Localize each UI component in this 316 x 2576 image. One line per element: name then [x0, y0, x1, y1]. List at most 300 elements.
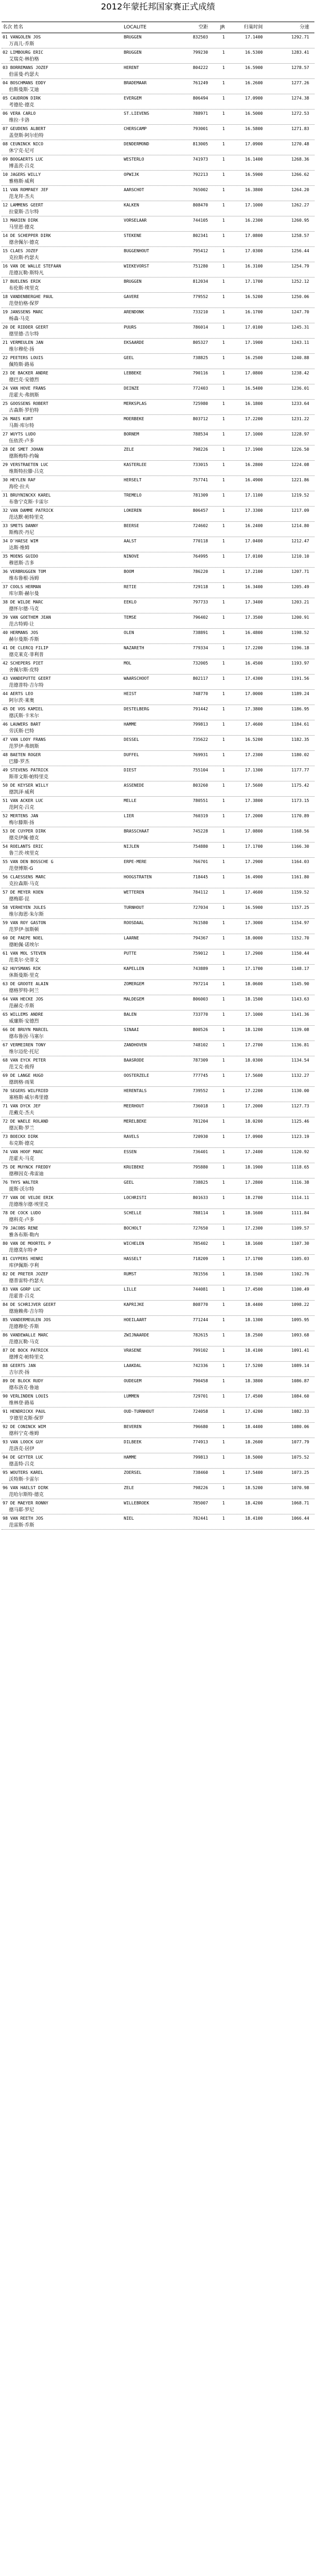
- row-jr: 1: [222, 218, 225, 223]
- row-locality: EEKLO: [124, 600, 137, 605]
- row-distance: 781309: [193, 493, 208, 498]
- row-jr: 1: [222, 1501, 225, 1505]
- table-row: [2, 308, 314, 323]
- row-locality: LUMMEN: [124, 1394, 139, 1399]
- row-distance: 787309: [193, 1058, 208, 1063]
- row-arrival: 16.2300: [245, 218, 263, 223]
- row-chinese-name: 范阿克·吕克: [9, 805, 34, 810]
- row-name: DE BOCK PATRICK: [10, 1348, 48, 1353]
- row-jr: 1: [222, 1455, 225, 1460]
- table-row: [2, 1056, 314, 1072]
- row-distance: 799813: [193, 722, 208, 727]
- table-row: [2, 583, 314, 598]
- row-jr: 1: [222, 1134, 225, 1139]
- row-arrival: 18.1600: [245, 1211, 263, 1215]
- row-locality: HERSELT: [124, 478, 142, 482]
- row-jr: 1: [222, 111, 225, 116]
- row-locality: BORNEM: [124, 432, 139, 437]
- row-rank: 26: [3, 417, 8, 421]
- table-row: [2, 1316, 314, 1331]
- row-chinese-name: 范登伯格·保罗: [9, 301, 39, 306]
- row-locality: ZELE: [124, 1485, 134, 1490]
- row-arrival: 18.3800: [245, 1379, 263, 1383]
- table-row: [2, 461, 314, 476]
- table-row: [2, 400, 314, 415]
- row-chinese-name: 布伦斯·埃里克: [9, 286, 39, 291]
- row-rank: 59: [3, 920, 8, 925]
- row-distance: 806494: [193, 96, 208, 101]
- row-name: VERSTRAETEN LUC: [10, 462, 48, 467]
- row-distance: 729118: [193, 584, 208, 589]
- row-chinese-name: 德巴克·安德烈: [9, 378, 39, 383]
- table-row: [2, 430, 314, 445]
- row-rank: 81: [3, 1256, 8, 1261]
- row-speed: 1252.12: [291, 279, 309, 284]
- row-rank: 41: [3, 646, 8, 650]
- row-arrival: 17.2800: [245, 1180, 263, 1185]
- row-name: HERMANS JOS: [10, 630, 38, 635]
- row-chinese-name: 范达默·帕特里克: [9, 515, 44, 520]
- row-speed: 1136.81: [291, 1043, 309, 1047]
- row-rank: 08: [3, 142, 8, 146]
- row-locality: WESTERLO: [124, 157, 144, 162]
- row-locality: NAZARETH: [124, 646, 144, 650]
- row-speed: 1254.79: [291, 264, 309, 269]
- row-arrival: 18.4100: [245, 1516, 263, 1521]
- row-arrival: 17.5400: [245, 1470, 263, 1475]
- row-rank: 76: [3, 1180, 8, 1185]
- row-distance: 796680: [193, 1424, 208, 1429]
- row-speed: 1231.22: [291, 417, 309, 421]
- row-rank: 74: [3, 1150, 8, 1154]
- row-rank: 62: [3, 966, 8, 971]
- row-rank: 46: [3, 722, 8, 727]
- row-jr: 1: [222, 50, 225, 55]
- table-row: [2, 323, 314, 339]
- row-distance: 725980: [193, 401, 208, 406]
- row-jr: 1: [222, 997, 225, 1002]
- row-chinese-name: 赫尔曼斯·乔斯: [9, 637, 39, 642]
- row-rank: 57: [3, 890, 8, 895]
- row-name: THYS WALTER: [10, 1180, 38, 1185]
- row-speed: 1186.95: [291, 707, 309, 711]
- row-arrival: 18.5000: [245, 1455, 263, 1460]
- row-jr: 1: [222, 1287, 225, 1292]
- row-rank: 61: [3, 951, 8, 956]
- row-chinese-name: 德朗格·雨果: [9, 1080, 34, 1085]
- row-chinese-name: 雅格斯·威利: [9, 179, 34, 184]
- row-name: VANDEWALLE MARC: [10, 1333, 48, 1337]
- row-name: HEYLEN RAF: [10, 478, 36, 482]
- row-chinese-name: 德舍佩尔·德克: [9, 240, 39, 245]
- row-speed: 1191.56: [291, 676, 309, 681]
- row-arrival: 17.5600: [245, 783, 263, 788]
- table-row: [2, 155, 314, 171]
- row-distance: 735622: [193, 737, 208, 742]
- row-locality: ERPE-MERE: [124, 859, 147, 864]
- table-row: [2, 232, 314, 247]
- row-rank: 77: [3, 1195, 8, 1200]
- row-distance: 744105: [193, 218, 208, 223]
- row-jr: 1: [222, 661, 225, 666]
- row-locality: NIEL: [124, 1516, 134, 1521]
- row-locality: BRUGGEN: [124, 35, 142, 39]
- row-locality: RAVELS: [124, 1134, 139, 1139]
- row-jr: 1: [222, 310, 225, 314]
- row-chinese-name: 范洛克·居伊: [9, 1446, 34, 1452]
- row-locality: VRASENE: [124, 1348, 142, 1353]
- row-rank: 48: [3, 752, 8, 757]
- row-name: VAN GOETHEM JEAN: [10, 615, 51, 620]
- row-locality: WAARSCHOOT: [124, 676, 150, 681]
- table-row: [2, 1102, 314, 1117]
- row-name: DE SCHRIJVER GEERT: [10, 1302, 56, 1307]
- row-jr: 1: [222, 569, 225, 574]
- row-arrival: 17.1700: [245, 1256, 263, 1261]
- row-jr: 1: [222, 875, 225, 879]
- row-speed: 1157.25: [291, 905, 309, 910]
- row-speed: 1278.57: [291, 65, 309, 70]
- row-arrival: 18.2500: [245, 1333, 263, 1337]
- row-arrival: 17.3300: [245, 508, 263, 513]
- row-speed: 1107.30: [291, 1241, 309, 1246]
- row-chinese-name: 伯雷曼·约瑟夫: [9, 72, 39, 77]
- row-chinese-name: 范霍夫·弗朗斯: [9, 393, 39, 398]
- row-locality: ZOERSEL: [124, 1470, 142, 1475]
- row-speed: 1228.97: [291, 432, 309, 437]
- row-locality: HEIST: [124, 691, 137, 696]
- row-name: VAN ROY GASTON: [10, 920, 46, 925]
- table-row: [2, 1072, 314, 1087]
- row-jr: 1: [222, 1363, 225, 1368]
- table-row: [2, 705, 314, 720]
- row-arrival: 16.1700: [245, 310, 263, 314]
- row-name: MOENS GUIDO: [10, 554, 38, 559]
- row-name: VAN GORP LUC: [10, 1287, 41, 1292]
- row-rank: 03: [3, 65, 8, 70]
- row-name: DE PAEPE NOEL: [10, 936, 44, 940]
- row-jr: 1: [222, 844, 225, 849]
- row-jr: 1: [222, 539, 225, 543]
- row-speed: 1111.84: [291, 1211, 309, 1215]
- row-name: LAMMENS GEERT: [10, 203, 44, 207]
- table-row: [2, 827, 314, 843]
- table-row: [2, 1209, 314, 1224]
- row-speed: 1118.65: [291, 1165, 309, 1170]
- row-rank: 32: [3, 508, 8, 513]
- row-jr: 1: [222, 432, 225, 437]
- row-arrival: 17.1700: [245, 279, 263, 284]
- row-distance: 727034: [193, 905, 208, 910]
- row-name: VAN HECKE JOS: [10, 997, 44, 1002]
- row-arrival: 17.2100: [245, 569, 263, 574]
- row-rank: 84: [3, 1302, 8, 1307]
- row-rank: 75: [3, 1165, 8, 1170]
- row-locality: ASSENEDE: [124, 783, 144, 788]
- row-jr: 1: [222, 982, 225, 986]
- row-chinese-name: 维布鲁根·汤姆: [9, 576, 39, 581]
- row-jr: 1: [222, 890, 225, 895]
- table-row: [2, 568, 314, 583]
- row-locality: MALDEGEM: [124, 997, 144, 1002]
- row-arrival: 17.1300: [245, 768, 263, 772]
- row-rank: 92: [3, 1424, 8, 1429]
- row-distance: 738825: [193, 355, 208, 360]
- row-chinese-name: 库尔斯·赫尔曼: [9, 591, 39, 597]
- row-name: VAN LOOCK GUY: [10, 1440, 44, 1444]
- row-jr: 1: [222, 1333, 225, 1337]
- row-arrival: 17.4600: [245, 890, 263, 895]
- row-speed: 1270.48: [291, 142, 309, 146]
- row-chinese-name: 德穆因克·弗雷迪: [9, 1172, 44, 1177]
- row-distance: 808770: [193, 1302, 208, 1307]
- row-jr: 1: [222, 1516, 225, 1521]
- row-distance: 788534: [193, 432, 208, 437]
- row-locality: KALKEN: [124, 203, 139, 207]
- row-jr: 1: [222, 1195, 225, 1200]
- row-arrival: 17.3500: [245, 615, 263, 620]
- row-chinese-name: 斯蒂文斯·帕特里克: [9, 775, 48, 780]
- row-arrival: 17.0100: [245, 325, 263, 330]
- row-speed: 1143.63: [291, 997, 309, 1002]
- row-chinese-name: 德斯梅特·约翰: [9, 454, 39, 459]
- row-jr: 1: [222, 554, 225, 559]
- row-distance: 724602: [193, 523, 208, 528]
- row-rank: 88: [3, 1363, 8, 1368]
- row-distance: 745228: [193, 829, 208, 834]
- row-locality: DUFFEL: [124, 752, 139, 757]
- row-rank: 19: [3, 310, 8, 314]
- table-row: [2, 873, 314, 888]
- row-chinese-name: 德马耶·罗尼: [9, 1508, 34, 1513]
- table-row: [2, 751, 314, 766]
- row-name: VAN DE WALLE STEFAAN: [10, 264, 61, 269]
- row-jr: 1: [222, 691, 225, 696]
- row-chinese-name: 范霍普·吕克: [9, 1294, 34, 1299]
- row-distance: 770118: [193, 539, 208, 543]
- row-speed: 1080.06: [291, 1424, 309, 1429]
- row-rank: 16: [3, 264, 8, 269]
- row-name: WOUTERS KAREL: [10, 1470, 44, 1475]
- row-chinese-name: 德里德·吉尔特: [9, 332, 39, 337]
- row-speed: 1247.70: [291, 310, 309, 314]
- row-chinese-name: 万高儿·乔斯: [9, 42, 34, 47]
- row-arrival: 17.1700: [245, 966, 263, 971]
- row-jr: 1: [222, 417, 225, 421]
- row-rank: 47: [3, 737, 8, 742]
- row-jr: 1: [222, 1027, 225, 1032]
- row-arrival: 17.2900: [245, 951, 263, 956]
- row-rank: 27: [3, 432, 8, 437]
- table-row: [2, 186, 314, 201]
- row-rank: 43: [3, 676, 8, 681]
- row-speed: 1205.49: [291, 584, 309, 589]
- table-row: [2, 1163, 314, 1178]
- row-name: PEETERS LOUIS: [10, 355, 44, 360]
- row-rank: 25: [3, 401, 8, 406]
- table-row: [2, 1026, 314, 1041]
- row-locality: ZELE: [124, 447, 134, 452]
- row-distance: 781204: [193, 1119, 208, 1124]
- row-distance: 798226: [193, 1485, 208, 1490]
- row-name: CAUDRON DIRK: [10, 96, 41, 101]
- row-speed: 1221.86: [291, 478, 309, 482]
- row-distance: 797214: [193, 982, 208, 986]
- row-distance: 759012: [193, 951, 208, 956]
- row-arrival: 17.0800: [245, 371, 263, 375]
- row-rank: 72: [3, 1119, 8, 1124]
- row-name: DE MUYNCK FREDDY: [10, 1165, 51, 1170]
- row-chinese-name: 杨森·马克: [9, 316, 29, 322]
- row-rank: 24: [3, 386, 8, 391]
- row-chinese-name: 克拉森斯·马克: [9, 881, 39, 887]
- table-row: [2, 1499, 314, 1514]
- row-speed: 1274.38: [291, 96, 309, 101]
- row-jr: 1: [222, 371, 225, 375]
- row-chinese-name: 沃特斯·卡雷尔: [9, 1477, 39, 1482]
- row-jr: 1: [222, 1348, 225, 1353]
- row-name: DE CUYPER DIRK: [10, 829, 46, 834]
- row-jr: 1: [222, 646, 225, 650]
- row-chinese-name: 范德穆伦·乔斯: [9, 1324, 39, 1330]
- row-chinese-name: 范古特姆·让: [9, 622, 34, 627]
- row-distance: 757741: [193, 478, 208, 482]
- row-distance: 782615: [193, 1333, 208, 1337]
- row-rank: 53: [3, 829, 8, 834]
- table-row: [2, 613, 314, 629]
- row-locality: OOSTERZELE: [124, 1073, 150, 1078]
- row-name: DE BACKER ANDRE: [10, 371, 48, 375]
- row-distance: 808470: [193, 203, 208, 207]
- row-chinese-name: 威廉斯·安德烈: [9, 1019, 39, 1024]
- row-distance: 738460: [193, 1470, 208, 1475]
- row-jr: 1: [222, 172, 225, 177]
- row-chinese-name: 德布洛克·鲁迪: [9, 1385, 39, 1391]
- row-chinese-name: 德克莱克·菲利普: [9, 652, 44, 658]
- row-jr: 1: [222, 340, 225, 345]
- row-speed: 1134.54: [291, 1058, 309, 1063]
- row-chinese-name: 舍佩尔斯·皮特: [9, 668, 39, 673]
- row-jr: 1: [222, 1119, 225, 1124]
- row-arrival: 17.5200: [245, 1363, 263, 1368]
- row-arrival: 18.1600: [245, 1241, 263, 1246]
- row-chinese-name: 德科宁克·维姆: [9, 1431, 39, 1436]
- row-chinese-name: 范雷斯·乔斯: [9, 1523, 34, 1528]
- row-speed: 1075.52: [291, 1455, 309, 1460]
- row-rank: 52: [3, 814, 8, 818]
- row-jr: 1: [222, 126, 225, 131]
- row-name: BRUYNINCKX KAREL: [10, 493, 51, 498]
- row-arrival: 17.3800: [245, 707, 263, 711]
- row-chinese-name: 范艾克·彼得: [9, 1065, 34, 1070]
- row-locality: NINOVE: [124, 554, 139, 559]
- table-row: [2, 1255, 314, 1270]
- row-speed: 1145.90: [291, 982, 309, 986]
- row-jr: 1: [222, 1440, 225, 1444]
- row-arrival: 16.2800: [245, 462, 263, 467]
- row-distance: 782441: [193, 1516, 208, 1521]
- row-rank: 82: [3, 1272, 8, 1276]
- row-jr: 1: [222, 1241, 225, 1246]
- row-chinese-name: 范德瓦勒·斯特凡: [9, 271, 44, 276]
- row-speed: 1159.52: [291, 890, 309, 895]
- table-row: [2, 94, 314, 110]
- row-chinese-name: 范德维尔德·埃里克: [9, 1202, 48, 1207]
- row-jr: 1: [222, 493, 225, 498]
- row-speed: 1240.88: [291, 355, 309, 360]
- row-name: DE BRUYN MARCEL: [10, 1027, 48, 1032]
- row-jr: 1: [222, 814, 225, 818]
- row-locality: DESTELBERG: [124, 707, 150, 711]
- row-arrival: 17.0800: [245, 233, 263, 238]
- row-arrival: 17.1000: [245, 203, 263, 207]
- row-speed: 1066.44: [291, 1516, 309, 1521]
- table-row: [2, 491, 314, 507]
- table-row: [2, 766, 314, 781]
- row-chinese-name: 阿尔茨·莱奥: [9, 698, 34, 704]
- row-distance: 781556: [193, 1272, 208, 1276]
- row-distance: 772403: [193, 386, 208, 391]
- row-rank: 70: [3, 1088, 8, 1093]
- row-locality: BRUGGEN: [124, 279, 142, 284]
- row-chinese-name: 范哈尔斯特·德克: [9, 1492, 44, 1498]
- row-chinese-name: 范德普特·吉尔特: [9, 683, 44, 688]
- row-speed: 1180.02: [291, 752, 309, 757]
- table-row: [2, 1377, 314, 1392]
- row-rank: 31: [3, 493, 8, 498]
- row-name: CEUNINCK NICO: [10, 142, 44, 146]
- row-name: BUELENS ERIK: [10, 279, 41, 284]
- row-distance: 802117: [193, 676, 208, 681]
- row-rank: 14: [3, 233, 8, 238]
- row-locality: ZOMERGEM: [124, 982, 144, 986]
- row-jr: 1: [222, 157, 225, 162]
- row-jr: 1: [222, 783, 225, 788]
- row-name: HUYSMANS RIK: [10, 966, 41, 971]
- row-rank: 97: [3, 1501, 8, 1505]
- row-name: DE CONINCK WIM: [10, 1424, 46, 1429]
- row-arrival: 18.0000: [245, 936, 263, 940]
- row-jr: 1: [222, 523, 225, 528]
- row-arrival: 16.4900: [245, 875, 263, 879]
- row-arrival: 17.4500: [245, 1287, 263, 1292]
- row-chinese-name: 雅各布斯·勒内: [9, 1233, 39, 1238]
- row-jr: 1: [222, 187, 225, 192]
- row-speed: 1084.60: [291, 1394, 309, 1399]
- row-speed: 1102.76: [291, 1272, 309, 1276]
- row-distance: 793001: [193, 126, 208, 131]
- row-speed: 1226.50: [291, 447, 309, 452]
- row-jr: 1: [222, 1317, 225, 1322]
- row-name: BOOGAERTS LUC: [10, 157, 44, 162]
- row-name: JANSSENS MARC: [10, 310, 44, 314]
- row-name: CLAES JOZEF: [10, 249, 38, 253]
- row-distance: 792213: [193, 172, 208, 177]
- row-distance: 765002: [193, 187, 208, 192]
- row-rank: 04: [3, 81, 8, 85]
- row-speed: 1164.03: [291, 859, 309, 864]
- row-arrival: 18.4200: [245, 1501, 263, 1505]
- row-chinese-name: 德博克·帕特里克: [9, 1355, 44, 1360]
- row-distance: 729701: [193, 1394, 208, 1399]
- row-rank: 29: [3, 462, 8, 467]
- row-locality: BUGGENHOUT: [124, 249, 150, 253]
- row-name: ROELANTS ERIC: [10, 844, 44, 849]
- table-row: [2, 1240, 314, 1255]
- table-row: [2, 384, 314, 400]
- row-arrival: 16.3800: [245, 187, 263, 192]
- table-row: [2, 1194, 314, 1209]
